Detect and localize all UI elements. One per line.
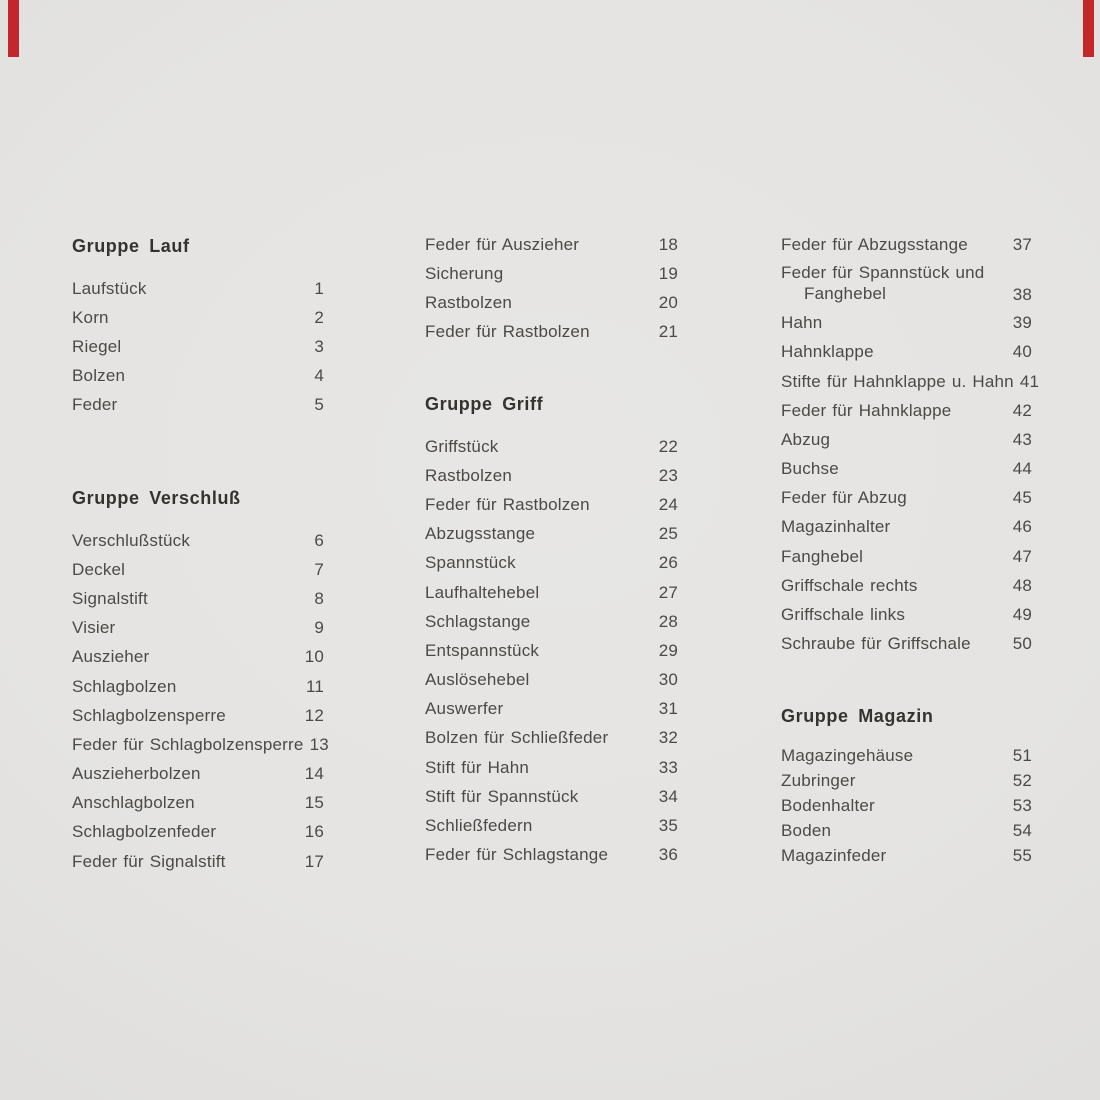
item-label: Fanghebel [781,546,864,566]
parts-list-row [781,259,1032,308]
parts-list-row [72,526,324,555]
parts-list-row [72,584,324,613]
item-number: 16 [304,822,324,842]
item-label-line1: Feder für Spannstück und [781,263,985,283]
item-number: 29 [658,640,678,660]
parts-list-row [781,338,1032,367]
parts-list-row [72,555,324,584]
item-label: Riegel [72,336,122,356]
item-label: Signalstift [72,588,148,608]
item-label: Griffstück [425,436,499,456]
parts-list-row [72,760,324,789]
item-label: Hahn [781,313,823,333]
item-label: Schlagbolzensperre [72,705,226,725]
red-corner-mark-left [8,0,19,57]
parts-list-row [425,549,678,578]
item-number: 3 [314,336,324,356]
item-number: 48 [1012,575,1032,595]
item-number: 23 [658,465,678,485]
item-label: Deckel [72,559,126,579]
item-label: Bolzen [72,366,126,386]
item-number: 36 [658,845,678,865]
item-number: 53 [1012,795,1032,815]
parts-list-row [781,600,1032,629]
parts-list-row [425,259,678,288]
item-label: Feder für Abzug [781,488,907,508]
item-label: Feder für Signalstift [72,851,226,871]
item-label: Schlagstange [425,611,531,631]
parts-list-row [781,630,1032,659]
item-number: 10 [304,647,324,667]
parts-list-row [72,614,324,643]
item-number: 37 [1012,234,1032,254]
item-number: 51 [1012,746,1032,766]
item-number: 17 [304,851,324,871]
parts-group-section [781,702,1032,868]
item-label: Feder für Abzugsstange [781,234,968,254]
parts-list-row [781,484,1032,513]
parts-list-row [781,230,1032,259]
parts-list-row [781,818,1032,843]
item-label: Griffschale rechts [781,575,918,595]
parts-list-row [72,391,324,420]
item-label: Sicherung [425,263,504,283]
item-label: Rastbolzen [425,465,513,485]
parts-list-row [425,432,678,461]
item-number: 20 [658,292,678,312]
parts-group-section [425,230,678,347]
parts-list-row [781,744,1032,769]
item-number: 7 [314,559,324,579]
item-label: Auszieherbolzen [72,764,201,784]
parts-list-row [425,666,678,695]
item-number: 12 [304,705,324,725]
parts-list-row [72,847,324,876]
item-number: 21 [658,322,678,342]
parts-list-row [781,425,1032,454]
item-label: Buchse [781,459,839,479]
item-number: 26 [658,553,678,573]
item-label: Abzug [781,429,831,449]
item-number: 15 [304,793,324,813]
item-label: Laufhaltehebel [425,582,540,602]
parts-list-row [72,672,324,701]
item-label: Schlagbolzen [72,676,177,696]
item-number: 47 [1012,546,1032,566]
item-label: Magazinfeder [781,845,887,865]
item-number: 50 [1012,634,1032,654]
parts-list-row [781,309,1032,338]
item-label: Magazingehäuse [781,746,914,766]
item-label: Laufstück [72,278,147,298]
item-number: 5 [314,395,324,415]
item-label: Schlagbolzenfeder [72,822,217,842]
parts-list-row [781,769,1032,794]
parts-list-row [425,490,678,519]
parts-list-row [781,367,1040,396]
item-number: 43 [1012,429,1032,449]
parts-list-row [425,607,678,636]
parts-group-section [72,484,329,876]
parts-list-row [72,332,324,361]
parts-list-row [72,789,324,818]
parts-list-row [425,461,678,490]
item-label: Rastbolzen [425,292,513,312]
item-number: 22 [658,436,678,456]
parts-list-row [425,782,678,811]
parts-list-row [425,695,678,724]
group-heading: Gruppe Verschluß [72,488,241,508]
parts-list-row [425,288,678,317]
parts-list-row [72,730,329,759]
parts-list-row [781,843,1032,868]
item-label: Hahnklappe [781,342,874,362]
parts-list-row [781,396,1032,425]
group-heading: Gruppe Griff [425,394,544,414]
item-number: 25 [658,524,678,544]
parts-list-row [425,230,678,259]
item-number: 4 [314,366,324,386]
red-corner-mark-right [1083,0,1094,57]
item-number: 38 [1012,284,1032,304]
item-label: Feder für Schlagbolzensperre [72,734,304,754]
item-label: Schließfedern [425,816,533,836]
item-label: Auswerfer [425,699,504,719]
parts-list-column-1 [72,0,329,1100]
parts-list-row [72,643,324,672]
parts-list-row [72,701,324,730]
parts-list-row [72,303,324,332]
item-label: Feder [72,395,118,415]
item-number: 54 [1012,820,1032,840]
item-label: Boden [781,820,832,840]
item-label-line2: Fanghebel [804,283,887,303]
parts-list-row [72,818,324,847]
parts-list-row [781,571,1032,600]
parts-list-column-2 [425,0,678,1100]
parts-list-row [781,455,1032,484]
item-label: Stift für Hahn [425,757,530,777]
item-number: 30 [658,670,678,690]
item-number: 9 [314,618,324,638]
item-number: 39 [1012,313,1032,333]
item-number: 34 [658,786,678,806]
item-number: 28 [658,611,678,631]
parts-list-row [781,794,1032,819]
item-label: Feder für Schlagstange [425,845,609,865]
parts-list-row [425,636,678,665]
item-number: 6 [314,530,324,550]
item-number: 33 [658,757,678,777]
item-number: 18 [658,234,678,254]
item-number: 24 [658,494,678,514]
parts-group-section [781,230,1040,659]
parts-list-row [781,513,1032,542]
item-number: 2 [314,307,324,327]
item-label: Stift für Spannstück [425,786,579,806]
item-label: Korn [72,307,109,327]
item-number: 27 [658,582,678,602]
item-number: 19 [658,263,678,283]
item-number: 49 [1012,605,1032,625]
item-number: 52 [1012,771,1032,791]
parts-list-row [425,811,678,840]
item-label: Griffschale links [781,605,906,625]
item-label: Verschlußstück [72,530,191,550]
item-number: 1 [314,278,324,298]
item-number: 11 [305,676,324,696]
group-heading: Gruppe Lauf [72,236,190,256]
parts-list-row [425,578,678,607]
item-label: Zubringer [781,771,856,791]
item-label: Visier [72,618,116,638]
item-number: 13 [309,734,329,754]
item-number: 44 [1012,459,1032,479]
item-label: Abzugsstange [425,524,536,544]
item-label: Spannstück [425,553,516,573]
parts-list-row [72,274,324,303]
group-heading: Gruppe Magazin [781,706,934,726]
item-number: 35 [658,816,678,836]
item-number: 14 [304,764,324,784]
parts-list-row [425,724,678,753]
item-label: Auslösehebel [425,670,530,690]
item-label [781,263,984,304]
item-number: 46 [1012,517,1032,537]
parts-list-row [781,542,1032,571]
item-label: Feder für Rastbolzen [425,494,590,514]
parts-list-column-3 [781,0,1040,1100]
item-label: Stifte für Hahnklappe u. Hahn [781,371,1014,391]
item-label: Bodenhalter [781,795,875,815]
item-label: Feder für Hahnklappe [781,400,952,420]
item-number: 42 [1012,400,1032,420]
item-label: Schraube für Griffschale [781,634,971,654]
item-number: 40 [1012,342,1032,362]
parts-list-row [425,520,678,549]
parts-list-row [425,841,678,870]
item-label: Anschlagbolzen [72,793,195,813]
item-number: 45 [1012,488,1032,508]
item-number: 55 [1012,845,1032,865]
item-label: Feder für Rastbolzen [425,322,590,342]
item-number: 32 [658,728,678,748]
item-number: 31 [658,699,678,719]
parts-list-row [425,753,678,782]
item-label: Entspannstück [425,640,540,660]
item-label: Feder für Auszieher [425,234,580,254]
item-label: Bolzen für Schließfeder [425,728,609,748]
parts-group-section [425,390,678,870]
parts-group-section [72,232,324,420]
item-number: 8 [314,588,324,608]
item-number: 41 [1019,371,1040,391]
parts-list-row [425,318,678,347]
item-label: Magazinhalter [781,517,891,537]
item-label: Auszieher [72,647,150,667]
parts-list-row [72,362,324,391]
